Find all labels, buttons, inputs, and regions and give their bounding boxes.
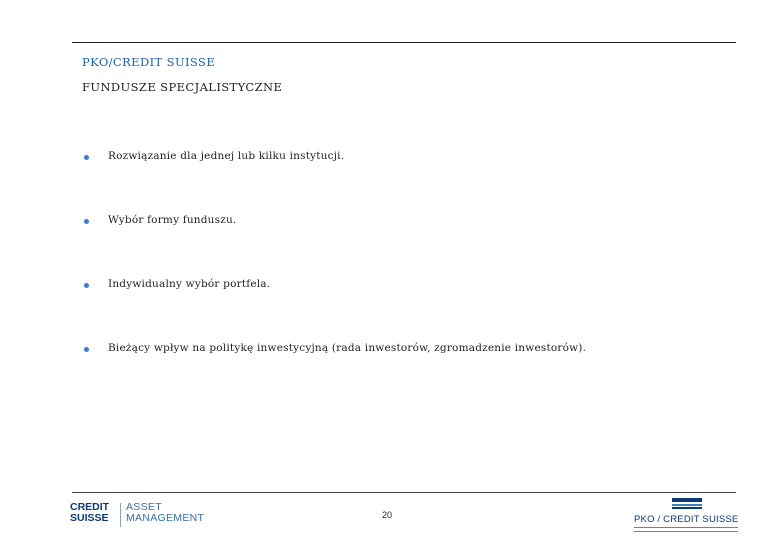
bullet-dot-icon: [84, 219, 89, 224]
bottom-divider: [72, 492, 736, 493]
top-divider: [72, 42, 736, 43]
cs-logo-wordmark: [70, 502, 109, 524]
section-kicker: PKO/CREDIT SUISSE: [82, 55, 216, 69]
page-number: 20: [382, 510, 393, 520]
bullet-dot-icon: [84, 347, 89, 352]
pko-credit-suisse-logo: [634, 498, 738, 534]
cs-logo-line2: SUISSE: [70, 512, 109, 524]
pko-logo-subline: [634, 527, 738, 532]
bullet-text: Indywidualny wybór portfela.: [108, 278, 271, 290]
slide-title: FUNDUSZE SPECJALISTYCZNE: [82, 80, 283, 94]
bullet-text: Wybór formy funduszu.: [108, 214, 237, 226]
pko-emblem-icon: [672, 498, 702, 510]
pko-logo-text: PKO / CREDIT SUISSE: [634, 514, 739, 525]
cs-logo-division: [126, 502, 204, 524]
cs-logo-right2: MANAGEMENT: [126, 512, 205, 524]
bullet-text: Rozwiązanie dla jednej lub kilku instytucji.: [108, 150, 345, 162]
cs-logo-line1: CREDIT: [70, 501, 110, 513]
cs-logo-divider: [120, 503, 121, 527]
credit-suisse-asset-management-logo: [70, 502, 220, 530]
cs-logo-right1: ASSET: [126, 501, 162, 513]
bullet-dot-icon: [84, 283, 89, 288]
bullet-dot-icon: [84, 155, 89, 160]
bullet-text: Bieżący wpływ na politykę inwestycyjną (rada inwestorów, zgromadzenie inwestorów).: [108, 342, 587, 354]
